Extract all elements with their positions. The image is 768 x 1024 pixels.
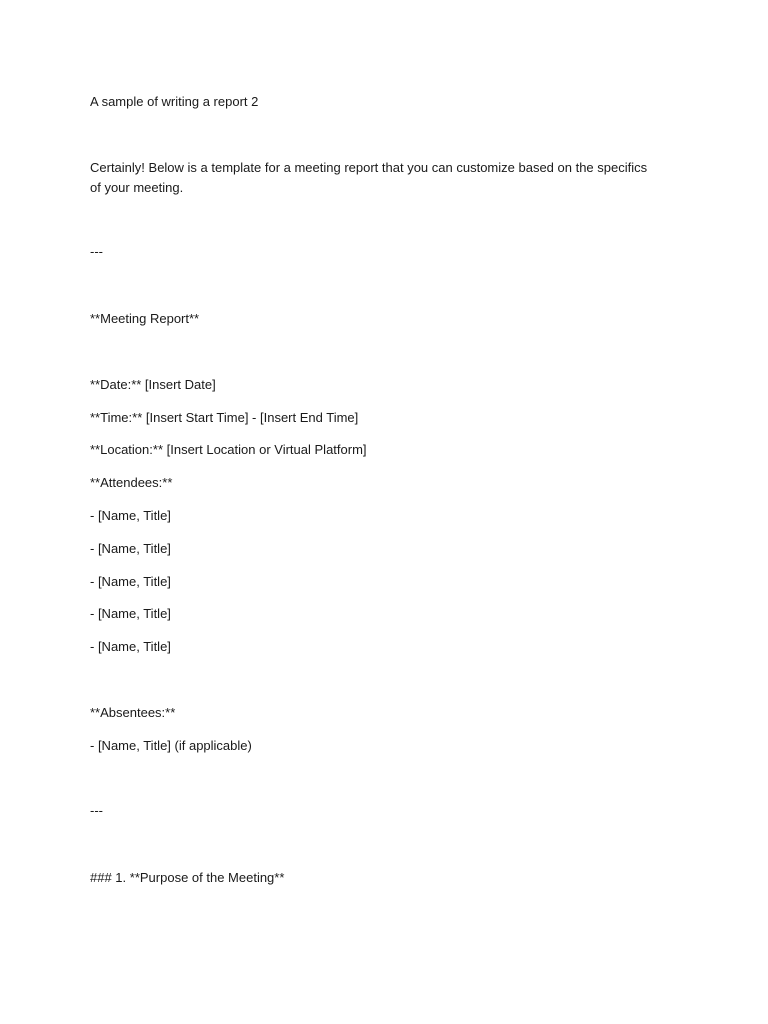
absentee-item: - [Name, Title] (if applicable)	[90, 738, 252, 753]
separator-line: ---	[90, 244, 103, 259]
location-line: **Location:** [Insert Location or Virtual Platform]	[90, 442, 367, 457]
date-line: **Date:** [Insert Date]	[90, 377, 216, 392]
attendee-item: - [Name, Title]	[90, 606, 171, 621]
attendee-item: - [Name, Title]	[90, 541, 171, 556]
separator-line: ---	[90, 803, 103, 818]
attendees-heading: **Attendees:**	[90, 475, 173, 490]
absentees-heading: **Absentees:**	[90, 705, 176, 720]
document-title: A sample of writing a report 2	[90, 94, 259, 109]
intro-paragraph: Certainly! Below is a template for a meeting report that you can customize based on the specifics of your meeting.	[90, 160, 648, 195]
attendee-item: - [Name, Title]	[90, 574, 171, 589]
report-heading: **Meeting Report**	[90, 311, 200, 326]
attendee-item: - [Name, Title]	[90, 508, 171, 523]
time-line: **Time:** [Insert Start Time] - [Insert End Time]	[90, 410, 359, 425]
attendee-item: - [Name, Title]	[90, 639, 171, 654]
section-heading: ### 1. **Purpose of the Meeting**	[90, 870, 285, 885]
